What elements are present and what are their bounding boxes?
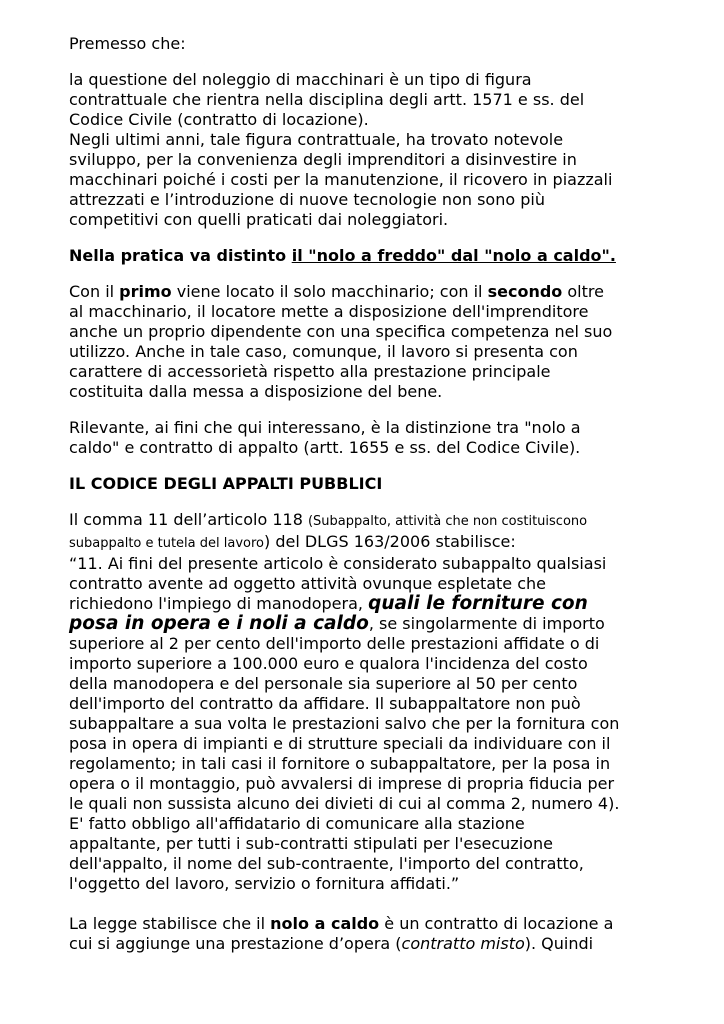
distinction-underlined: il "nolo a freddo" dal "nolo a caldo". xyxy=(291,246,616,265)
distinction-statement: Nella pratica va distinto il "nolo a freddo" dal "nolo a caldo". xyxy=(69,246,616,265)
intro-heading: Premesso che: xyxy=(69,34,186,53)
paragraph-noleggio: la questione del noleggio di macchinari è un tipo di figura contrattuale che rientra nella disciplina degli artt. 1571 e ss. del Codice Civile (contratto di locazione). Negli ultimi anni, tale figura contrattuale, ha trovato notevole sviluppo, per la convenienza degli imprenditori a disinvestire in macchinari poiché i costi per la manutenzione, il ricovero in piazzali attrezzati e l’introduzione di nuove tecnologie non sono più competitivi con quelli praticati dai noleggiatori. xyxy=(69,70,613,229)
paragraph-rilevante: Rilevante, ai fini che qui interessano, è la distinzione tra "nolo a caldo" e contratto di appalto (artt. 1655 e ss. del Codice Civile). xyxy=(69,418,581,457)
section-heading: IL CODICE DEGLI APPALTI PUBBLICI xyxy=(69,474,383,493)
paragraph-primo-secondo: Con il primo viene locato il solo macchinario; con il secondo oltre al macchinario, il locatore mette a disposizione dell'imprenditore anche un proprio dipendente con una specifica competenza nel suo utilizzo. Anche in tale caso, comunque, il lavoro si presenta con carattere di accessorietà rispetto alla prestazione principale costituita dalla messa a disposizione del bene. xyxy=(69,282,613,401)
paragraph-comma-11: Il comma 11 dell’articolo 118 (Subappalto, attività che non costituiscono subappalto e tutela del lavoro) del DLGS 163/2006 stabilisce: “11. Ai fini del presente articolo è considerato subappalto qualsiasi contratto avente ad oggetto attività ovunque espletate che richiedono l'impiego di manodopera, quali le forniture con posa in opera e i noli a caldo, se singolarmente di importo superiore al 2 per cento dell'importo delle prestazioni affidate o di importo superiore a 100.000 euro e qualora l'incidenza del costo della manodopera e del personale sia superiore al 50 per cento dell'importo del contratto da affidare. Il subappaltatore non può subappaltare a sua volta le prestazioni salvo che per la fornitura con posa in opera di impianti e di strutture speciali da individuare con il regolamento; in tali casi il fornitore o subappaltatore, per la posa in opera o il montaggio, può avvalersi di imprese di propria fiducia per le quali non sussista alcuno dei divieti di cui al comma 2, numero 4). E' fatto obbligo all'affidatario di comunicare alla stazione appaltante, per tutti i sub-contratti stipulati per l'esecuzione dell'appalto, il nome del sub-contraente, l'importo del contratto, l'oggetto del lavoro, servizio o fornitura affidati.” xyxy=(69,510,620,893)
document-page xyxy=(69,34,669,954)
emphasis-noli-a-caldo: posa in opera e i noli a caldo xyxy=(69,613,369,634)
emphasis-forniture: quali le forniture con xyxy=(368,593,588,614)
paragraph-legge: La legge stabilisce che il nolo a caldo è un contratto di locazione a cui si aggiunge una prestazione d’opera (contratto misto). Quindi xyxy=(69,914,614,953)
